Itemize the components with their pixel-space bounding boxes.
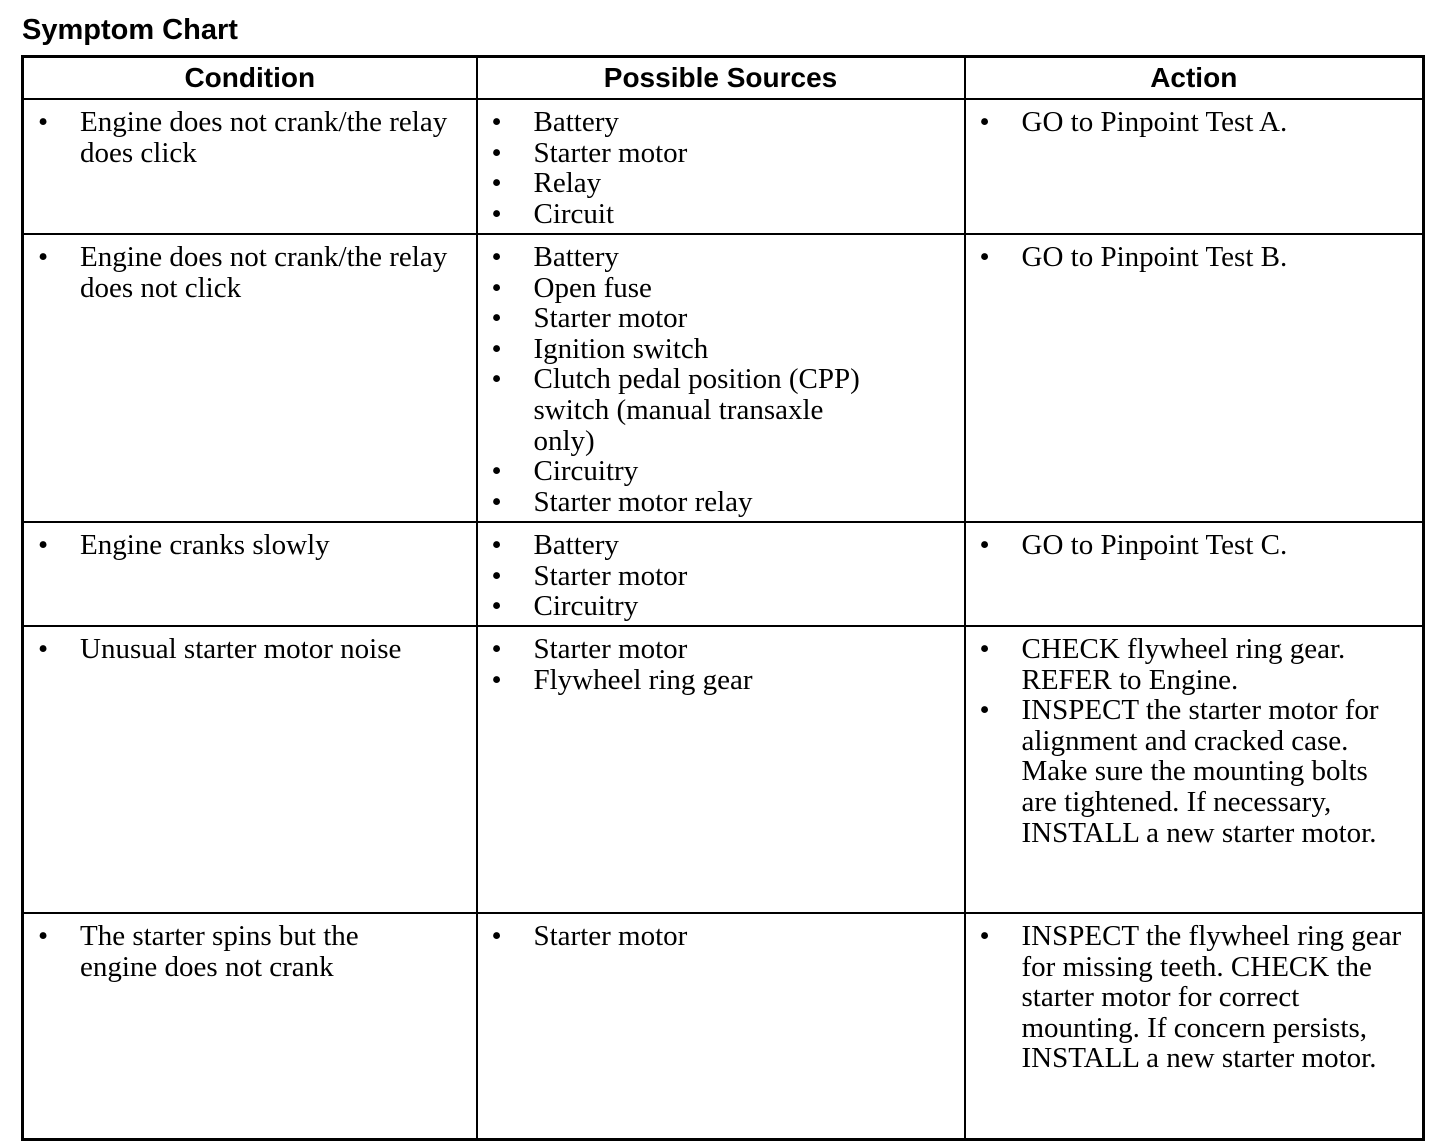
action-item: • GO to Pinpoint Test A. xyxy=(966,107,1411,138)
action-cell xyxy=(965,234,1424,522)
table-row xyxy=(23,522,1424,626)
table-row xyxy=(23,913,1424,1140)
condition-text: • Engine cranks slowly xyxy=(24,530,464,561)
source-item: • Circuitry xyxy=(478,456,952,487)
action-item: • GO to Pinpoint Test C. xyxy=(966,530,1411,561)
condition-cell xyxy=(23,913,477,1140)
sources-cell xyxy=(477,99,965,234)
source-item: • Clutch pedal position (CPP) switch (manual transaxle only) xyxy=(478,364,952,456)
action-item: • INSPECT the starter motor for alignment and cracked case. Make sure the mounting bolts are tightened. If necessary, INSTALL a new starter motor. xyxy=(966,695,1411,848)
source-item: • Open fuse xyxy=(478,273,952,304)
source-item: • Ignition switch xyxy=(478,334,952,365)
table-row xyxy=(23,234,1424,522)
action-item: • GO to Pinpoint Test B. xyxy=(966,242,1411,273)
action-cell xyxy=(965,626,1424,913)
page-title: Symptom Chart xyxy=(22,14,238,46)
condition-header: Condition xyxy=(23,57,477,100)
symptom-chart-table xyxy=(21,55,1425,1141)
source-item: • Flywheel ring gear xyxy=(478,665,952,696)
source-item: • Circuit xyxy=(478,199,952,230)
source-item: • Battery xyxy=(478,530,952,561)
condition-text: • Unusual starter motor noise xyxy=(24,634,464,665)
condition-cell xyxy=(23,234,477,522)
source-item: • Circuitry xyxy=(478,591,952,622)
source-item: • Starter motor xyxy=(478,303,952,334)
source-item: • Starter motor xyxy=(478,138,952,169)
table-row xyxy=(23,626,1424,913)
action-cell xyxy=(965,522,1424,626)
sources-cell xyxy=(477,913,965,1140)
condition-text: • The starter spins but the engine does not crank xyxy=(24,921,464,982)
source-item: • Starter motor xyxy=(478,921,952,952)
sources-cell xyxy=(477,522,965,626)
action-cell xyxy=(965,913,1424,1140)
source-item: • Battery xyxy=(478,107,952,138)
condition-cell xyxy=(23,522,477,626)
header-row xyxy=(23,57,1424,100)
condition-text: • Engine does not crank/the relay does not click xyxy=(24,242,464,303)
condition-cell xyxy=(23,99,477,234)
action-item: • CHECK flywheel ring gear. REFER to Engine. xyxy=(966,634,1411,695)
sources-cell xyxy=(477,626,965,913)
action-item: • INSPECT the flywheel ring gear for missing teeth. CHECK the starter motor for correct mounting. If concern persists, INSTALL a new starter motor. xyxy=(966,921,1411,1074)
condition-text: • Engine does not crank/the relay does click xyxy=(24,107,464,168)
action-cell xyxy=(965,99,1424,234)
source-item: • Starter motor xyxy=(478,561,952,592)
possible-sources-header: Possible Sources xyxy=(477,57,965,100)
sources-cell xyxy=(477,234,965,522)
source-item: • Starter motor xyxy=(478,634,952,665)
source-item: • Starter motor relay xyxy=(478,487,952,518)
source-item: • Relay xyxy=(478,168,952,199)
source-item: • Battery xyxy=(478,242,952,273)
action-header: Action xyxy=(965,57,1424,100)
condition-cell xyxy=(23,626,477,913)
table-row xyxy=(23,99,1424,234)
